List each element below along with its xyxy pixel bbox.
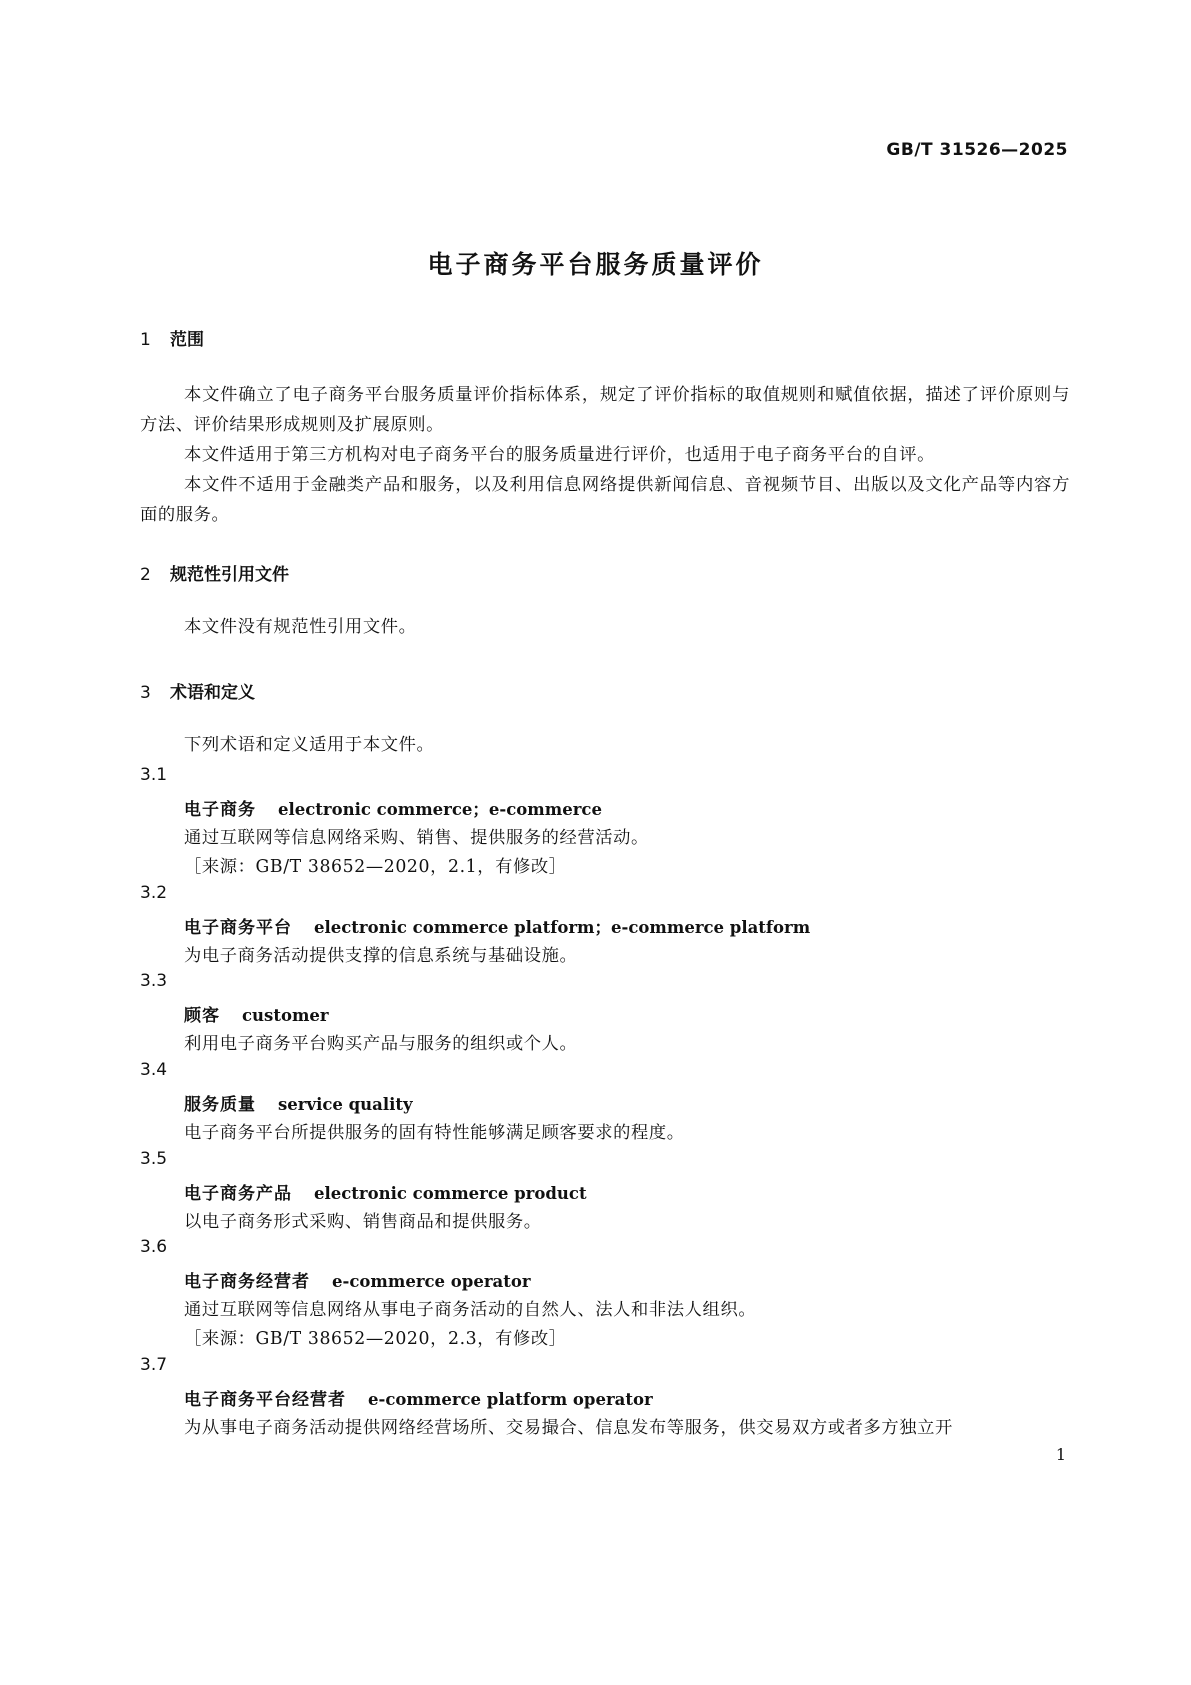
term-definition: 电子商务平台所提供服务的固有特性能够满足顾客要求的程度。	[184, 1123, 685, 1143]
term-definition: 为电子商务活动提供支撑的信息系统与基础设施。	[184, 946, 578, 966]
paragraph: 本文件确立了电子商务平台服务质量评价指标体系，规定了评价指标的取值规则和赋值依据，描述了评价原则与方法、评价结果形成规则及扩展原则。	[140, 385, 1070, 435]
term-heading	[140, 1090, 1070, 1115]
term-definition: 通过互联网等信息网络采购、销售、提供服务的经营活动。	[184, 828, 649, 848]
term-heading	[140, 1001, 1070, 1026]
term-heading	[140, 913, 1070, 938]
term-english: service quality	[278, 1095, 413, 1114]
term-number: 3.6	[140, 1237, 168, 1257]
paragraph: 本文件适用于第三方机构对电子商务平台的服务质量进行评价，也适用于电子商务平台的自评。	[184, 445, 936, 465]
term-definition: 利用电子商务平台购买产品与服务的组织或个人。	[184, 1034, 578, 1054]
term-english: customer	[242, 1006, 329, 1025]
term-chinese: 服务质量	[184, 1095, 256, 1115]
term-definition: 为从事电子商务活动提供网络经营场所、交易撮合、信息发布等服务，供交易双方或者多方独立开	[184, 1418, 953, 1438]
document-title: 电子商务平台服务质量评价	[427, 250, 764, 279]
term-definition: 以电子商务形式采购、销售商品和提供服务。	[184, 1212, 542, 1232]
section-3-heading	[140, 678, 1070, 703]
section-number: 1	[140, 330, 151, 350]
term-chinese: 电子商务	[184, 800, 256, 820]
term-heading	[140, 1267, 1070, 1292]
term-english: electronic commerce；e-commerce	[278, 800, 602, 819]
term-number: 3.4	[140, 1060, 168, 1080]
page-number: 1	[1055, 1445, 1066, 1464]
term-english: e-commerce platform operator	[368, 1390, 653, 1409]
section-title: 术语和定义	[170, 683, 255, 703]
term-chinese: 电子商务经营者	[184, 1272, 310, 1292]
section-number: 2	[140, 565, 151, 585]
section-title: 规范性引用文件	[170, 565, 289, 585]
term-english: electronic commerce product	[314, 1184, 587, 1203]
section-1-body	[140, 380, 1070, 530]
term-number: 3.2	[140, 883, 168, 903]
term-definition: 通过互联网等信息网络从事电子商务活动的自然人、法人和非法人组织。	[184, 1300, 757, 1320]
section-2-body	[140, 612, 1070, 642]
term-heading	[140, 1179, 1070, 1204]
standard-code: GB/T 31526—2025	[886, 140, 1068, 160]
term-number: 3.1	[140, 765, 168, 785]
term-heading	[140, 795, 1070, 820]
term-number: 3.5	[140, 1149, 168, 1169]
term-source: ［来源：GB/T 38652—2020，2.1，有修改］	[184, 857, 567, 877]
term-english: electronic commerce platform；e-commerce platform	[314, 918, 811, 937]
section-number: 3	[140, 683, 151, 703]
section-1-heading	[140, 325, 1070, 350]
paragraph: 本文件不适用于金融类产品和服务，以及利用信息网络提供新闻信息、音视频节目、出版以及文化产品等内容方面的服务。	[140, 475, 1070, 525]
section-2-heading	[140, 560, 1070, 585]
section-title: 范围	[170, 330, 204, 350]
term-chinese: 电子商务平台	[184, 918, 292, 938]
paragraph: 下列术语和定义适用于本文件。	[184, 735, 435, 755]
paragraph: 本文件没有规范性引用文件。	[184, 617, 417, 637]
term-english: e-commerce operator	[332, 1272, 531, 1291]
term-number: 3.7	[140, 1355, 168, 1375]
term-chinese: 顾客	[184, 1006, 220, 1026]
term-heading	[140, 1385, 1070, 1410]
term-number: 3.3	[140, 971, 168, 991]
term-chinese: 电子商务平台经营者	[184, 1390, 346, 1410]
section-3-intro	[140, 730, 1070, 760]
term-source: ［来源：GB/T 38652—2020，2.3，有修改］	[184, 1329, 567, 1349]
term-chinese: 电子商务产品	[184, 1184, 292, 1204]
